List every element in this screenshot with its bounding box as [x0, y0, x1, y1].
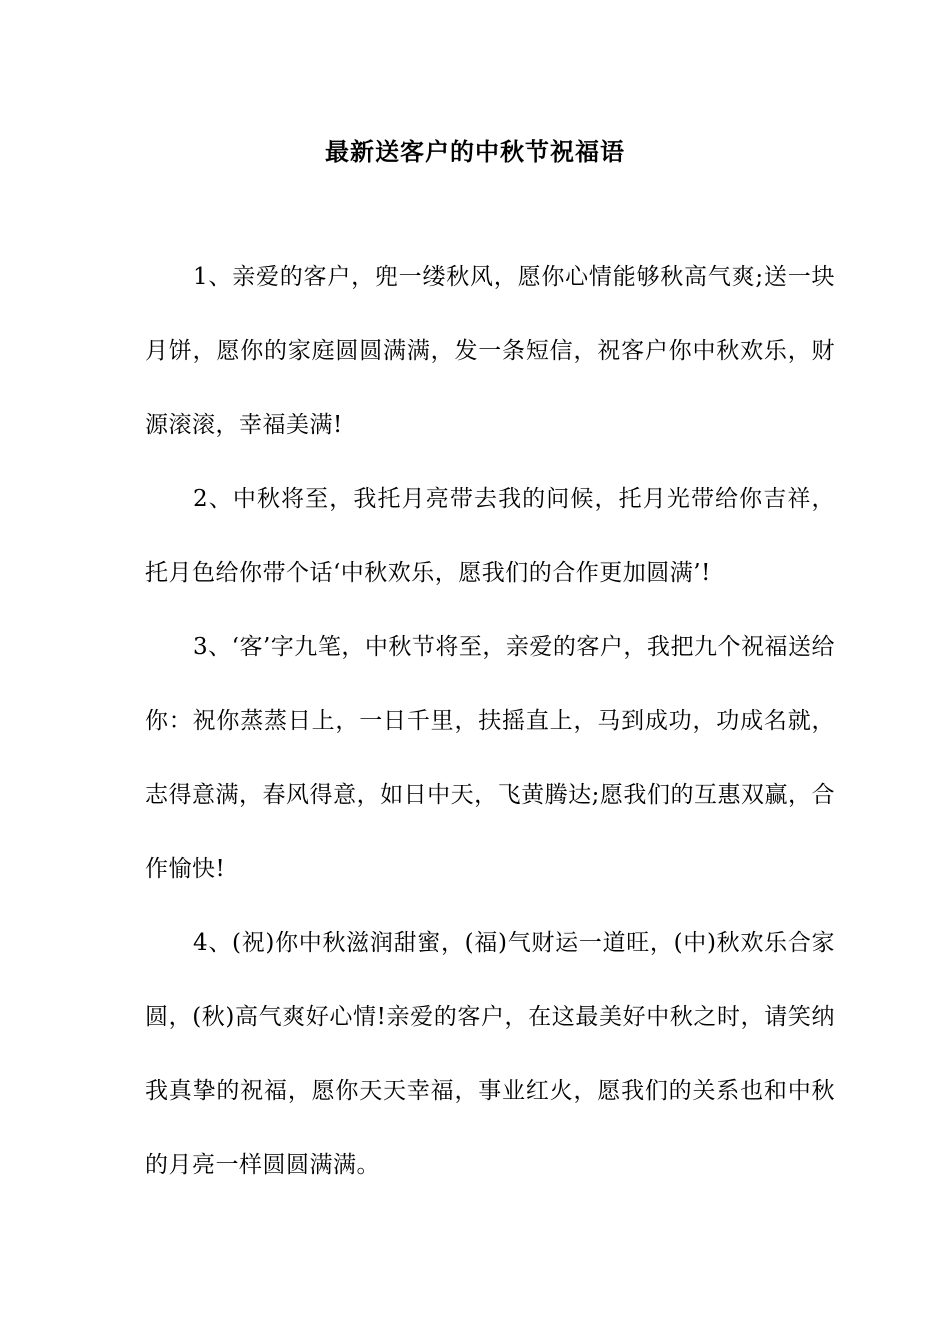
paragraph-2: 2、中秋将至，我托月亮带去我的问候，托月光带给你吉祥，托月色给你带个话‘中秋欢乐，愿我们的合作更加圆满’!	[145, 486, 835, 586]
paragraph-4: 4、(祝)你中秋滋润甜蜜，(福)气财运一道旺，(中)秋欢乐合家圆，(秋)高气爽好心情!亲爱的客户，在这最美好中秋之时，请笑纳我真挚的祝福，愿你天天幸福，事业红火，愿我们的关系也和中秋的月亮一样圆圆满满。	[145, 930, 835, 1178]
paragraph-1: 1、亲爱的客户，兜一缕秋风，愿你心情能够秋高气爽;送一块月饼，愿你的家庭圆圆满满，发一条短信，祝客户你中秋欢乐，财源滚滚，幸福美满!	[145, 264, 835, 438]
document-body	[145, 240, 835, 1202]
paragraph-3: 3、‘客’字九笔，中秋节将至，亲爱的客户，我把九个祝福送给你：祝你蒸蒸日上，一日千里，扶摇直上，马到成功，功成名就，志得意满，春风得意，如日中天，飞黄腾达;愿我们的互惠双赢，合作愉快!	[145, 634, 835, 882]
document-title: 最新送客户的中秋节祝福语	[325, 138, 625, 166]
